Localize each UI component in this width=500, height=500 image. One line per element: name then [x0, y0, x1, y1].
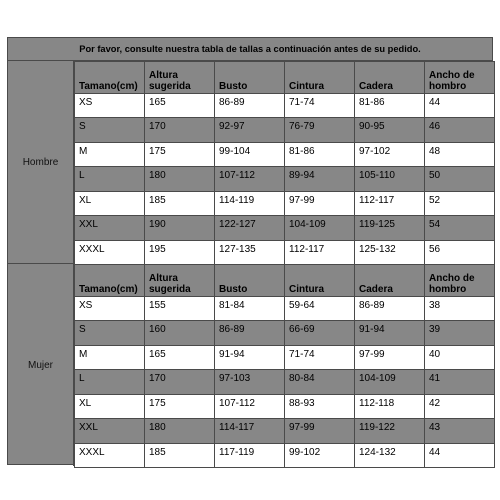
- table-row: [75, 142, 495, 166]
- column-header: Tamano(cm): [75, 62, 145, 94]
- table-row: [75, 419, 495, 443]
- table-cell: 112-117: [285, 240, 355, 264]
- table-cell: 89-94: [285, 167, 355, 191]
- table-cell: 112-118: [355, 394, 425, 418]
- column-header: Cintura: [285, 62, 355, 94]
- table-cell: 92-97: [215, 118, 285, 142]
- table-cell: 119-125: [355, 216, 425, 240]
- table-row: [75, 240, 495, 264]
- table-cell: 40: [425, 345, 495, 369]
- table-cell: 86-89: [215, 321, 285, 345]
- table-cell: XXL: [75, 419, 145, 443]
- table-cell: 104-109: [355, 370, 425, 394]
- table-cell: 90-95: [355, 118, 425, 142]
- table-cell: 180: [145, 419, 215, 443]
- table-row: [75, 167, 495, 191]
- table-cell: 38: [425, 297, 495, 321]
- table-row: [75, 297, 495, 321]
- table-cell: 170: [145, 370, 215, 394]
- table-cell: S: [75, 321, 145, 345]
- table-cell: 42: [425, 394, 495, 418]
- table-cell: 165: [145, 94, 215, 118]
- table-cell: 127-135: [215, 240, 285, 264]
- table-row: [75, 394, 495, 418]
- column-header: Tamano(cm): [75, 265, 145, 297]
- table-cell: 88-93: [285, 394, 355, 418]
- table-cell: 190: [145, 216, 215, 240]
- table-cell: 99-102: [285, 443, 355, 467]
- table-cell: 107-112: [215, 167, 285, 191]
- table-cell: 124-132: [355, 443, 425, 467]
- table-cell: 56: [425, 240, 495, 264]
- table-cell: 81-86: [355, 94, 425, 118]
- table-cell: 54: [425, 216, 495, 240]
- table-cell: 180: [145, 167, 215, 191]
- table-cell: XS: [75, 297, 145, 321]
- column-header: Busto: [215, 62, 285, 94]
- table-cell: 104-109: [285, 216, 355, 240]
- table-row: [75, 216, 495, 240]
- table-row: [75, 94, 495, 118]
- table-cell: 81-84: [215, 297, 285, 321]
- table-cell: XL: [75, 394, 145, 418]
- table-cell: L: [75, 167, 145, 191]
- column-header: Ancho de hombro: [425, 265, 495, 297]
- table-cell: 105-110: [355, 167, 425, 191]
- table-cell: 185: [145, 191, 215, 215]
- table-cell: 97-103: [215, 370, 285, 394]
- table-cell: 97-102: [355, 142, 425, 166]
- column-header: Busto: [215, 265, 285, 297]
- table-row: [75, 321, 495, 345]
- size-table-mujer: [74, 264, 495, 468]
- table-row: [75, 443, 495, 467]
- table-cell: 91-94: [355, 321, 425, 345]
- table-cell: 86-89: [355, 297, 425, 321]
- table-cell: 160: [145, 321, 215, 345]
- column-header: Cadera: [355, 265, 425, 297]
- table-cell: 175: [145, 142, 215, 166]
- table-cell: 117-119: [215, 443, 285, 467]
- table-cell: 97-99: [285, 191, 355, 215]
- table-cell: 46: [425, 118, 495, 142]
- table-cell: XXL: [75, 216, 145, 240]
- table-cell: 125-132: [355, 240, 425, 264]
- size-table-hombre: [74, 61, 495, 265]
- table-header-row: [75, 62, 495, 94]
- table-cell: 107-112: [215, 394, 285, 418]
- table-cell: 170: [145, 118, 215, 142]
- table-cell: 43: [425, 419, 495, 443]
- column-header: Altura sugerida: [145, 62, 215, 94]
- column-header: Ancho de hombro: [425, 62, 495, 94]
- table-cell: 81-86: [285, 142, 355, 166]
- table-cell: 175: [145, 394, 215, 418]
- table-row: [75, 118, 495, 142]
- table-cell: XL: [75, 191, 145, 215]
- table-cell: 97-99: [285, 419, 355, 443]
- table-cell: 52: [425, 191, 495, 215]
- table-cell: 71-74: [285, 345, 355, 369]
- table-cell: 44: [425, 443, 495, 467]
- table-cell: 50: [425, 167, 495, 191]
- group-label-hombre: Hombre: [8, 61, 74, 263]
- table-cell: XS: [75, 94, 145, 118]
- table-cell: XXXL: [75, 443, 145, 467]
- table-cell: 71-74: [285, 94, 355, 118]
- table-row: [75, 191, 495, 215]
- size-chart: [7, 37, 493, 465]
- table-cell: 39: [425, 321, 495, 345]
- table-cell: S: [75, 118, 145, 142]
- table-cell: 99-104: [215, 142, 285, 166]
- table-cell: 91-94: [215, 345, 285, 369]
- table-cell: XXXL: [75, 240, 145, 264]
- table-cell: 48: [425, 142, 495, 166]
- table-cell: M: [75, 142, 145, 166]
- table-cell: 155: [145, 297, 215, 321]
- table-cell: 44: [425, 94, 495, 118]
- table-cell: 114-119: [215, 191, 285, 215]
- table-cell: 97-99: [355, 345, 425, 369]
- table-header-row: [75, 265, 495, 297]
- table-row: [75, 345, 495, 369]
- table-cell: 76-79: [285, 118, 355, 142]
- table-cell: 185: [145, 443, 215, 467]
- column-header: Cadera: [355, 62, 425, 94]
- size-chart-header: Por favor, consulte nuestra tabla de tallas a continuación antes de su pedido.: [8, 38, 492, 61]
- column-header: Altura sugerida: [145, 265, 215, 297]
- table-cell: 112-117: [355, 191, 425, 215]
- table-cell: 41: [425, 370, 495, 394]
- table-row: [75, 370, 495, 394]
- column-header: Cintura: [285, 265, 355, 297]
- group-label-mujer: Mujer: [8, 264, 74, 466]
- table-cell: L: [75, 370, 145, 394]
- table-cell: M: [75, 345, 145, 369]
- table-cell: 165: [145, 345, 215, 369]
- table-cell: 66-69: [285, 321, 355, 345]
- table-cell: 59-64: [285, 297, 355, 321]
- table-cell: 119-122: [355, 419, 425, 443]
- table-cell: 114-117: [215, 419, 285, 443]
- table-cell: 80-84: [285, 370, 355, 394]
- table-cell: 195: [145, 240, 215, 264]
- table-cell: 122-127: [215, 216, 285, 240]
- group-mujer: [8, 264, 492, 466]
- group-hombre: [8, 61, 492, 264]
- table-cell: 86-89: [215, 94, 285, 118]
